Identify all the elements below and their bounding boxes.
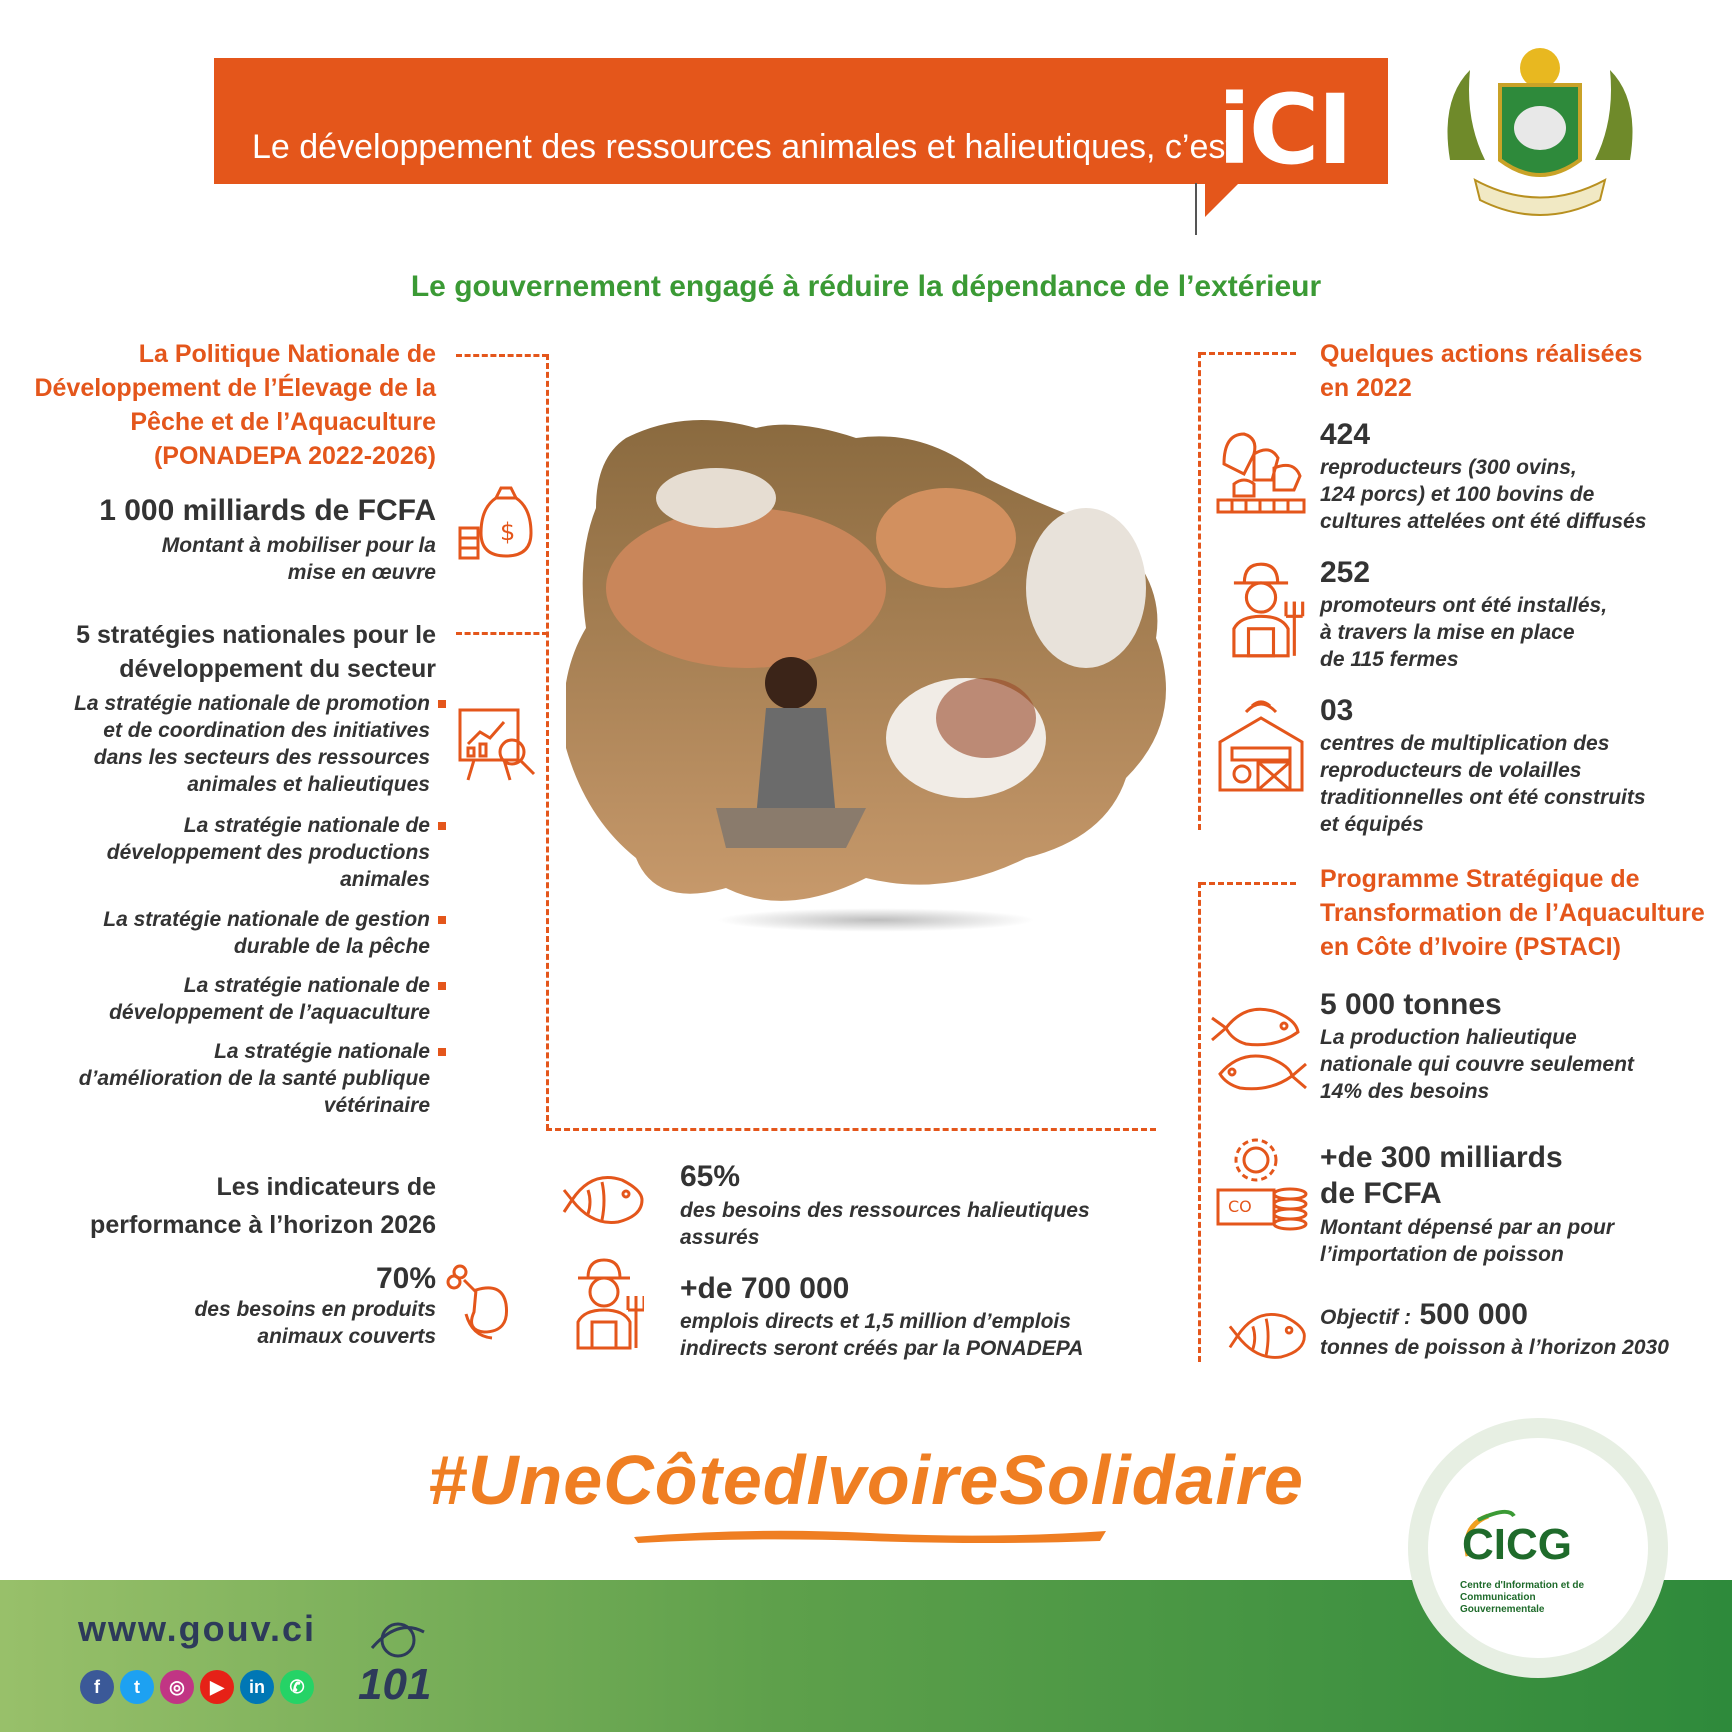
- farmer-icon: [1214, 560, 1308, 660]
- phone-number: 101: [358, 1660, 432, 1709]
- divider: [456, 354, 548, 357]
- fishes-icon: [1206, 988, 1310, 1098]
- strategy-item: La stratégie nationale d’amélioration de la santé publique vétérinaire: [0, 1038, 446, 1119]
- instagram-icon[interactable]: ◎: [160, 1670, 194, 1704]
- divider: [1200, 352, 1296, 355]
- barn-icon: [1214, 696, 1308, 796]
- page-subtitle: Le gouvernement engagé à réduire la dépendance de l’extérieur: [410, 270, 1322, 303]
- farmer-icon: [564, 1256, 644, 1352]
- action-424-desc: reproducteurs (300 ovins, 124 porcs) et 100 bovins de cultures attelées ont été diffusés: [1320, 456, 1647, 533]
- money-gear-icon: [1212, 1136, 1312, 1236]
- divider: [1200, 882, 1296, 885]
- budget-desc: Montant à mobiliser pour la mise en œuvre: [161, 534, 436, 584]
- bullet-icon: [438, 916, 446, 924]
- bullet-icon: [438, 982, 446, 990]
- banner-text: Le développement des ressources animales et halieutiques, c’est: [252, 128, 1235, 166]
- program-300-value: +de 300 milliards de FCFA: [1320, 1141, 1563, 1210]
- action-03-desc: centres de multiplication des reproducteurs de volailles traditionnelles ont été construits et équipés: [1320, 732, 1646, 836]
- indicators-title: Les indicateurs de performance à l’horizon 2026: [90, 1173, 436, 1239]
- program-objective-desc: tonnes de poisson à l’horizon 2030: [1320, 1336, 1669, 1359]
- program-5000-desc: La production halieutique nationale qui couvre seulement 14% des besoins: [1320, 1026, 1634, 1103]
- divider: [546, 1128, 1156, 1131]
- action-252-value: 252: [1320, 556, 1371, 589]
- action-252-desc: promoteurs ont été installés, à travers la mise en place de 115 fermes: [1320, 594, 1608, 671]
- youtube-icon[interactable]: ▶: [200, 1670, 234, 1704]
- twitter-icon[interactable]: t: [120, 1670, 154, 1704]
- fish-icon: [562, 1160, 650, 1236]
- strategies-title: 5 stratégies nationales pour le développement du secteur: [76, 621, 436, 683]
- indicator-70-value: 70%: [375, 1262, 436, 1295]
- strategy-item: La stratégie nationale de promotion et de coordination des initiatives dans les secteurs des ressources animales et halieutiques: [0, 690, 446, 798]
- actions-title: Quelques actions réalisées en 2022: [1320, 340, 1643, 402]
- brush-stroke: [630, 1525, 1110, 1545]
- program-title: Programme Stratégique de Transformation de l’Aquaculture en Côte d’Ivoire (PSTACI): [1320, 865, 1705, 961]
- cattle-photo: [566, 418, 1176, 938]
- facebook-icon[interactable]: f: [80, 1670, 114, 1704]
- bullet-icon: [438, 700, 446, 708]
- social-icons: [80, 1670, 314, 1704]
- indicator-65-value: 65%: [680, 1160, 741, 1193]
- indicator-700000-value: +de 700 000: [680, 1272, 850, 1305]
- indicator-700000-desc: emplois directs et 1,5 million d’emplois indirects seront créés par la PONADEPA: [680, 1310, 1084, 1360]
- budget-value: 1 000 milliards de FCFA: [99, 494, 436, 527]
- svg-text:CO: CO: [1228, 1197, 1252, 1216]
- banner-brand: iCI: [1218, 74, 1352, 186]
- strategy-item: La stratégie nationale de développement de l’aquaculture: [0, 972, 446, 1026]
- bullet-icon: [438, 822, 446, 830]
- strategy-item: La stratégie nationale de gestion durable de la pêche: [0, 906, 446, 960]
- indicator-70-desc: des besoins en produits animaux couverts: [194, 1298, 436, 1348]
- banner-tail: [1205, 183, 1239, 217]
- divider: [546, 354, 549, 1130]
- photo-shadow: [716, 908, 1036, 932]
- divider: [1198, 352, 1201, 830]
- money-bag-icon: [456, 478, 536, 568]
- svg-text:$: $: [500, 518, 516, 546]
- indicator-65-desc: des besoins des ressources halieutiques assurés: [680, 1199, 1090, 1249]
- whatsapp-icon[interactable]: ✆: [280, 1670, 314, 1704]
- cicg-subtitle: Centre d'Information et de Communication Gouvernementale: [1460, 1580, 1585, 1615]
- strategy-item: La stratégie nationale de développement des productions animales: [0, 812, 446, 893]
- program-5000-value: 5 000 tonnes: [1320, 988, 1502, 1021]
- policy-title: La Politique Nationale de Développement de l’Élevage de la Pêche et de l’Aquaculture (PONADEPA 2022-2026): [34, 340, 436, 470]
- analytics-board-icon: [454, 700, 540, 786]
- globe-phone-icon: [368, 1618, 428, 1662]
- cicg-logo: CICG: [1462, 1520, 1572, 1569]
- website-link[interactable]: www.gouv.ci: [78, 1608, 317, 1649]
- coat-of-arms-icon: [1430, 40, 1650, 230]
- divider: [456, 632, 548, 635]
- action-03-value: 03: [1320, 694, 1354, 727]
- action-424-value: 424: [1320, 418, 1371, 451]
- bullet-icon: [438, 1048, 446, 1056]
- fish-icon: [1228, 1296, 1312, 1372]
- banner-line: [1195, 183, 1197, 235]
- divider: [1198, 882, 1201, 1362]
- program-objective: Objectif : 500 000: [1320, 1298, 1528, 1331]
- hashtag: #UneCôtedIvoireSolidaire: [428, 1441, 1304, 1519]
- linkedin-icon[interactable]: in: [240, 1670, 274, 1704]
- livestock-icon: [1214, 424, 1308, 516]
- chicken-leg-icon: [446, 1262, 516, 1342]
- program-300-desc: Montant dépensé par an pour l’importation de poisson: [1320, 1216, 1615, 1266]
